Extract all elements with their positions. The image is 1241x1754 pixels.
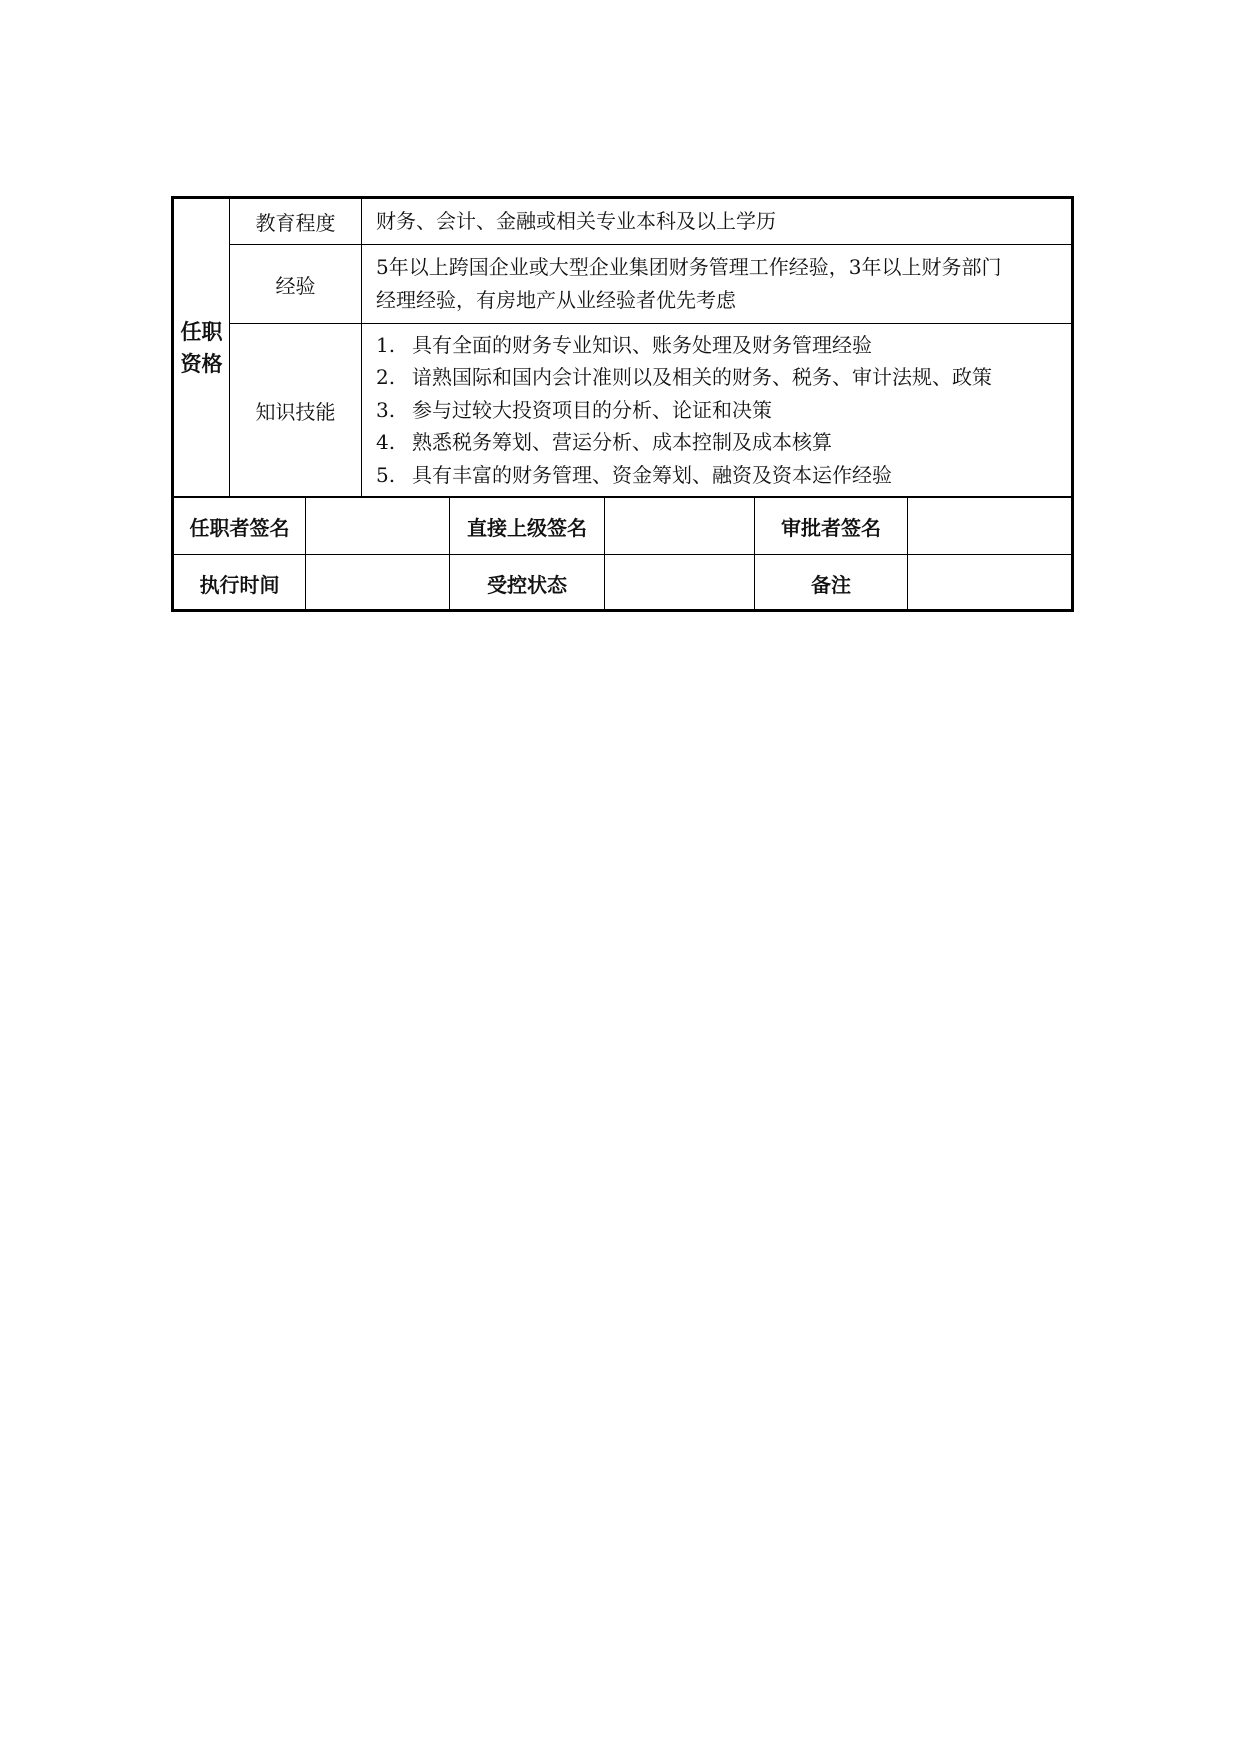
supervisor-signature-label: 直接上级签名 <box>467 515 587 540</box>
list-item <box>376 361 992 394</box>
remarks-field[interactable] <box>908 555 1074 612</box>
supervisor-signature-field[interactable] <box>605 498 754 554</box>
education-value: 财务、会计、金融或相关专业本科及以上学历 <box>376 209 776 233</box>
effective-time-field[interactable] <box>306 555 449 612</box>
list-item-text: 具有全面的财务专业知识、账务处理及财务管理经验 <box>412 332 872 357</box>
experience-line1: 5年以上跨国企业或大型企业集团财务管理工作经验，3年以上财务部门 <box>376 255 1002 279</box>
list-item-number: 2. <box>376 365 396 389</box>
list-item-number: 3. <box>376 397 396 422</box>
job-qualification-table <box>171 196 1074 612</box>
approver-signature-label: 审批者签名 <box>781 515 881 540</box>
skills-label: 知识技能 <box>255 399 336 424</box>
experience-line2: 经理经验，有房地产从业经验者优先考虑 <box>376 288 736 312</box>
list-item <box>376 394 772 427</box>
control-status-label: 受控状态 <box>487 573 567 597</box>
control-status-field[interactable] <box>605 555 754 612</box>
list-item-text: 具有丰富的财务管理、资金筹划、融资及资本运作经验 <box>412 462 892 487</box>
list-item-number: 5. <box>376 462 396 487</box>
effective-time-label: 执行时间 <box>199 573 280 597</box>
list-item <box>376 329 872 362</box>
experience-value <box>362 245 1074 323</box>
incumbent-signature-field[interactable] <box>306 498 449 554</box>
list-item <box>376 459 892 492</box>
list-item <box>376 426 832 459</box>
experience-label: 经验 <box>275 273 316 298</box>
approver-signature-field[interactable] <box>908 498 1074 554</box>
list-item-text: 参与过较大投资项目的分析、论证和决策 <box>412 397 772 422</box>
list-item-number: 1. <box>376 332 396 357</box>
skills-list <box>362 324 1074 496</box>
list-item-text: 熟悉税务筹划、营运分析、成本控制及成本核算 <box>412 430 832 454</box>
list-item-number: 4. <box>376 430 396 454</box>
incumbent-signature-label: 任职者签名 <box>189 515 290 540</box>
education-label: 教育程度 <box>255 211 336 235</box>
remarks-label: 备注 <box>811 573 851 597</box>
list-item-text: 谙熟国际和国内会计准则以及相关的财务、税务、审计法规、政策 <box>412 365 992 389</box>
group-label-line2: 资格 <box>180 351 223 376</box>
group-label-line1: 任职 <box>180 319 223 344</box>
qualifications-group-label <box>174 199 229 496</box>
